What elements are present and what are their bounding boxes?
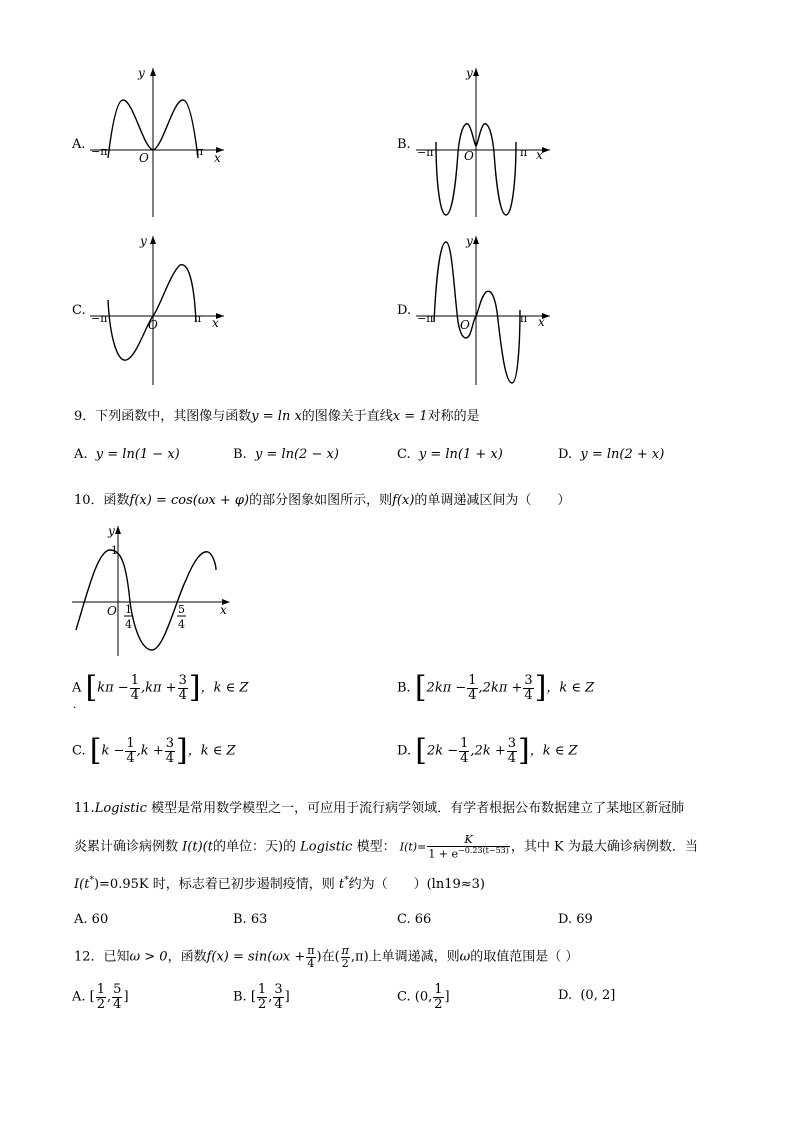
origin-label: O <box>139 151 149 165</box>
q12-option-c[interactable]: C. (0, $\frac{1}{2}$ ] <box>397 982 450 1012</box>
q10-stem: 10．函数f(x) = cos(ωx + φ)的部分图象如图所示，则f(x)的单调递减区间为（ ） <box>74 493 571 508</box>
q11-line2: 炎累计确诊病例数 I(t)(t的单位：天)的 Logistic 模型： I(t)= $\frac{K}{1 + e^{-0.23(t-53)}}$ ，其中 K 为最大确诊病例数．当 <box>74 833 698 861</box>
x-label: x <box>536 148 543 162</box>
q12-option-a[interactable]: A. [ $\frac{1}{2}$ , $\frac{5}{4}$ ] <box>72 982 129 1012</box>
option-a-label: A. <box>72 137 86 152</box>
tick-quarter-den: 4 <box>125 618 132 631</box>
q11-line3: I(t*)=0.95K 时，标志着已初步遏制疫情，则 t*约为（ ）(ln19≈3) <box>74 875 485 892</box>
x-label: x <box>212 316 219 330</box>
tick-fivequarter-den: 4 <box>178 618 185 631</box>
q11-option-d[interactable]: D. 69 <box>558 912 593 927</box>
curve <box>434 242 520 383</box>
q10-option-c[interactable]: C. [k − $\frac{1}{4}$ ,k + $\frac{3}{4}$ ]，k ∈ Z <box>72 733 236 768</box>
pi-label: π <box>196 145 204 158</box>
q10-option-b[interactable]: B. [2kπ − $\frac{1}{4}$ ,2kπ + $\frac{3}{4}$ ]，k ∈ Z <box>397 670 595 705</box>
q11-option-a[interactable]: A. 60 <box>74 912 109 927</box>
curve <box>108 265 196 360</box>
q12-option-d[interactable]: D. (0, 2] <box>558 988 616 1003</box>
neg-pi-label: −π <box>91 145 108 158</box>
y-label: y <box>466 66 473 80</box>
cosine-curve <box>76 550 216 650</box>
origin-label: O <box>107 604 117 618</box>
q12-stem: 12．已知ω > 0，函数f(x) = sin(ωx + $\frac{\pi}{4}$ )在( $\frac{\pi}{2}$ ,π)上单调递减，则ω的取值范围是（ ） <box>74 944 579 970</box>
q10-option-d[interactable]: D. [2k − $\frac{1}{4}$ ,2k + $\frac{3}{4}$ ]，k ∈ Z <box>397 733 578 768</box>
q11-option-c[interactable]: C. 66 <box>397 912 432 927</box>
pi-label: π <box>194 312 202 325</box>
q10-option-a-dot: . <box>73 700 77 711</box>
q11-line1: 11.Logistic 模型是常用数学模型之一，可应用于流行病学领域．有学者根据公布数据建立了某地区新冠肺 <box>74 801 685 816</box>
q10-option-a[interactable]: A [kπ − $\frac{1}{4}$ ,kπ + $\frac{3}{4}$ ]，k ∈ Z <box>72 670 249 705</box>
graph-c <box>88 230 228 390</box>
one-label: 1 <box>111 544 118 557</box>
origin-label: O <box>464 149 474 163</box>
q9-option-b[interactable]: B. y = ln(2 − x) <box>233 447 339 462</box>
q10-graph <box>68 520 238 660</box>
pi-label: π <box>520 312 528 325</box>
q9-option-a[interactable]: A. y = ln(1 − x) <box>74 447 180 462</box>
neg-pi-label: −π <box>417 312 434 325</box>
y-label: y <box>138 66 145 80</box>
y-label: y <box>140 234 147 248</box>
option-d-label: D. <box>397 303 412 318</box>
graph-b <box>414 62 554 222</box>
pi-label: π <box>520 146 528 159</box>
graph-d <box>414 230 554 390</box>
q12-option-b[interactable]: B. [ $\frac{1}{2}$ , $\frac{3}{4}$ ] <box>233 982 290 1012</box>
neg-pi-label: −π <box>91 312 108 325</box>
option-c-label: C. <box>72 303 86 318</box>
x-label: x <box>220 603 227 617</box>
q11-option-b[interactable]: B. 63 <box>233 912 268 927</box>
origin-label: O <box>460 318 470 332</box>
y-label: y <box>466 234 473 248</box>
x-label: x <box>538 315 545 329</box>
option-b-label: B. <box>397 137 411 152</box>
tick-quarter-num: 1 <box>125 603 132 616</box>
tick-fivequarter-num: 5 <box>178 603 185 616</box>
origin-label: O <box>148 318 158 332</box>
q9-option-c[interactable]: C. y = ln(1 + x) <box>397 447 503 462</box>
q9-stem: 9．下列函数中，其图像与函数y = ln x的图像关于直线x = 1对称的是 <box>74 409 480 424</box>
y-label: y <box>108 524 115 538</box>
x-label: x <box>214 151 221 165</box>
logistic-formula: $\frac{K}{1 + e^{-0.23(t-53)}}$ <box>428 833 509 861</box>
neg-pi-label: −π <box>417 146 434 159</box>
q9-option-d[interactable]: D. y = ln(2 + x) <box>558 447 665 462</box>
graph-a <box>88 62 228 222</box>
